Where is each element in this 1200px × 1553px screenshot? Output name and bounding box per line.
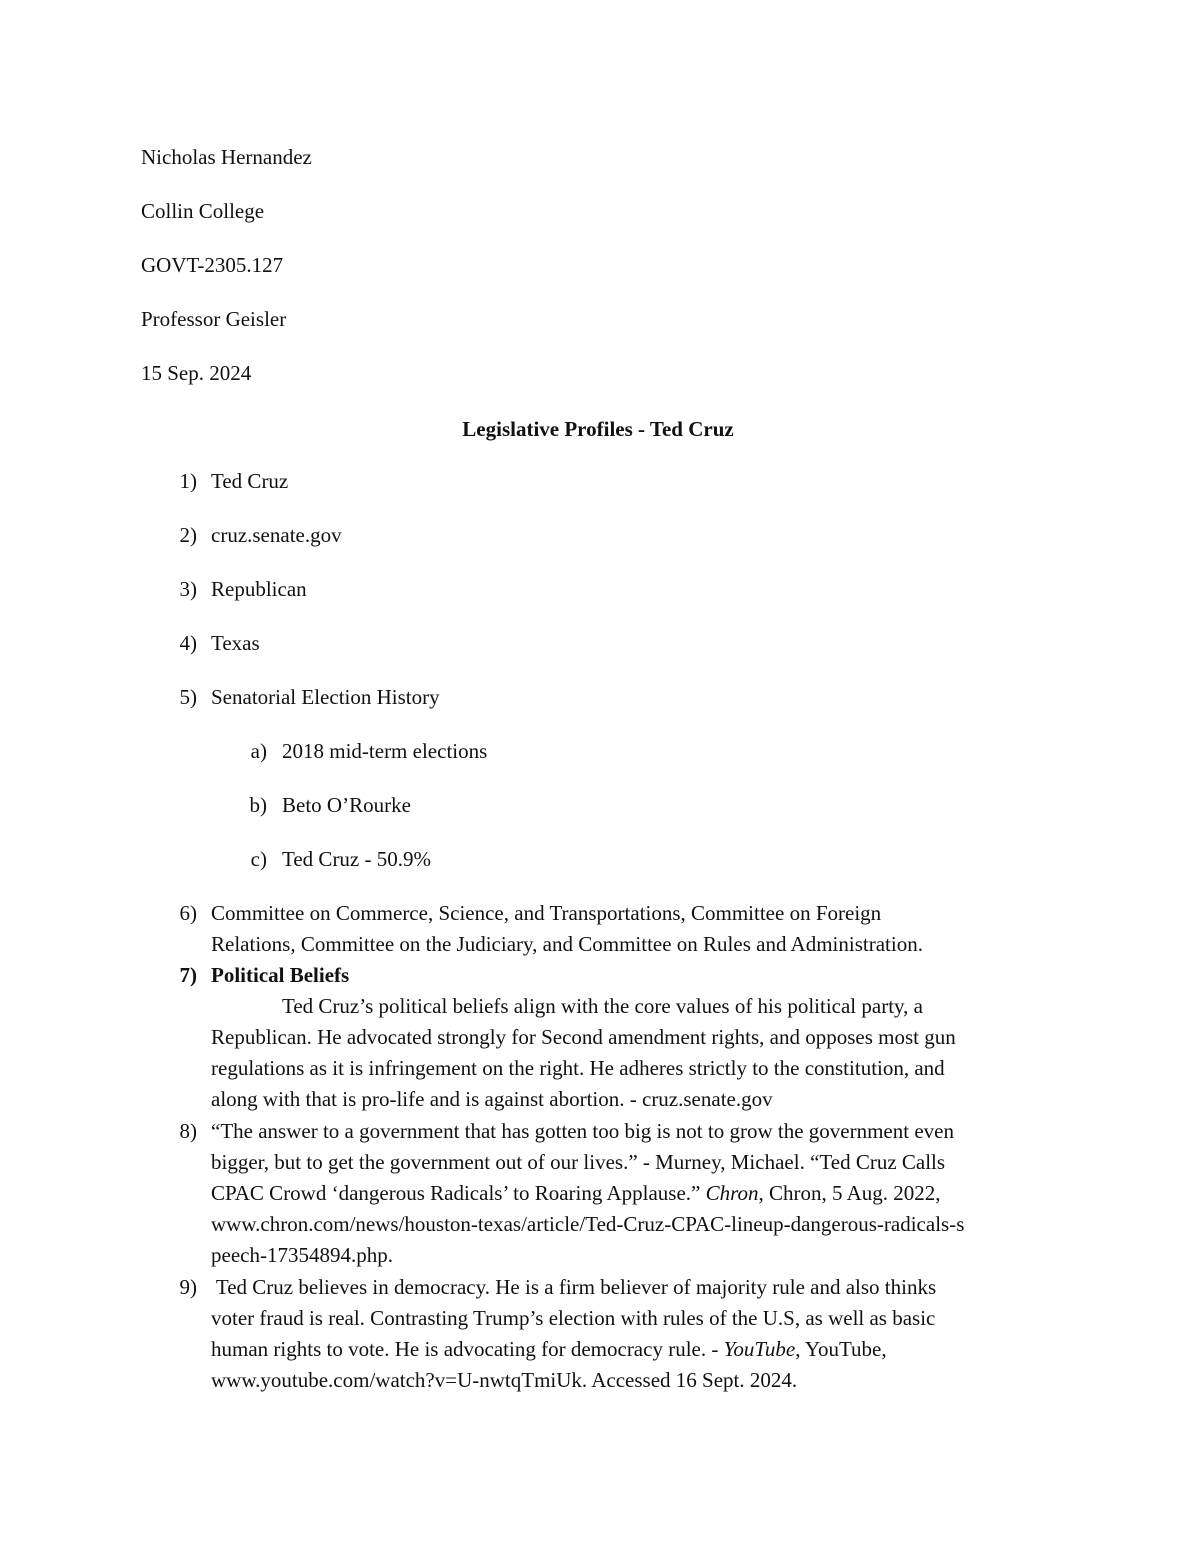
list-number: 2) xyxy=(179,523,197,547)
political-beliefs-paragraph xyxy=(211,960,1071,1115)
list-number: 9) xyxy=(179,1275,197,1299)
document-title: Legislative Profiles - Ted Cruz xyxy=(462,417,734,441)
sub-list-letter: a) xyxy=(250,739,267,763)
citation-text: human rights to vote. He is advocating for democracy rule. - xyxy=(211,1337,724,1361)
document-date: 15 Sep. 2024 xyxy=(141,361,252,385)
course-code: GOVT-2305.127 xyxy=(141,253,284,277)
paragraph-line: regulations as it is infringement on the right. He adheres strictly to the constitution, and xyxy=(211,1056,945,1080)
citation-text: CPAC Crowd ‘dangerous Radicals’ to Roaring Applause.” xyxy=(211,1181,706,1205)
sub-list-text: 2018 mid-term elections xyxy=(282,739,488,763)
citation-text: , Chron, 5 Aug. 2022, xyxy=(758,1181,941,1205)
list-number: 1) xyxy=(179,469,197,493)
paragraph-line: “The answer to a government that has gotten too big is not to grow the government even xyxy=(211,1119,954,1143)
paragraph-line: bigger, but to get the government out of our lives.” - Murney, Michael. “Ted Cruz Calls xyxy=(211,1150,946,1174)
professor-name: Professor Geisler xyxy=(141,307,287,331)
paragraph-line: along with that is pro-life and is against abortion. - cruz.senate.gov xyxy=(211,1087,773,1111)
citation-url: www.youtube.com/watch?v=U-nwtqTmiUk. Accessed 16 Sept. 2024. xyxy=(211,1368,798,1392)
sub-list-text: Beto O’Rourke xyxy=(282,793,411,817)
student-name: Nicholas Hernandez xyxy=(141,145,312,169)
paragraph-line: Republican. He advocated strongly for Second amendment rights, and opposes most gun xyxy=(211,1025,956,1049)
sub-list-letter: c) xyxy=(250,847,267,871)
list-number: 3) xyxy=(179,577,197,601)
citation-url: www.chron.com/news/houston-texas/article/Ted-Cruz-CPAC-lineup-dangerous-radicals-s xyxy=(211,1212,965,1236)
paragraph-line: Ted Cruz believes in democracy. He is a firm believer of majority rule and also thinks xyxy=(211,1275,937,1299)
list-text: Republican xyxy=(211,577,307,601)
list-text: cruz.senate.gov xyxy=(211,523,342,547)
democracy-paragraph xyxy=(211,1272,1071,1396)
list-number: 7) xyxy=(179,963,197,987)
sub-list-text: Ted Cruz - 50.9% xyxy=(282,847,431,871)
list-text: Texas xyxy=(211,631,260,655)
paragraph-line: voter fraud is real. Contrasting Trump’s election with rules of the U.S, as well as basic xyxy=(211,1306,936,1330)
sub-list-letter: b) xyxy=(249,793,267,817)
list-number: 8) xyxy=(179,1119,197,1143)
citation-text: , YouTube, xyxy=(795,1337,887,1361)
paragraph-line xyxy=(211,1178,1071,1209)
paragraph-line xyxy=(211,1334,1071,1365)
paragraph-line: Ted Cruz’s political beliefs align with the core values of his political party, a xyxy=(282,994,923,1018)
section-heading: Political Beliefs xyxy=(211,963,350,987)
list-number: 4) xyxy=(179,631,197,655)
list-number: 5) xyxy=(179,685,197,709)
paragraph-line: Relations, Committee on the Judiciary, and Committee on Rules and Administration. xyxy=(211,932,923,956)
committees-paragraph xyxy=(211,898,1071,960)
list-text: Ted Cruz xyxy=(211,469,289,493)
list-number: 6) xyxy=(179,901,197,925)
list-text: Senatorial Election History xyxy=(211,685,440,709)
institution-name: Collin College xyxy=(141,199,265,223)
source-title: YouTube xyxy=(723,1337,796,1361)
quote-paragraph xyxy=(211,1116,1071,1271)
source-title: Chron xyxy=(705,1181,759,1205)
citation-url: peech-17354894.php. xyxy=(211,1243,393,1267)
paragraph-line: Committee on Commerce, Science, and Transportations, Committee on Foreign xyxy=(211,901,882,925)
